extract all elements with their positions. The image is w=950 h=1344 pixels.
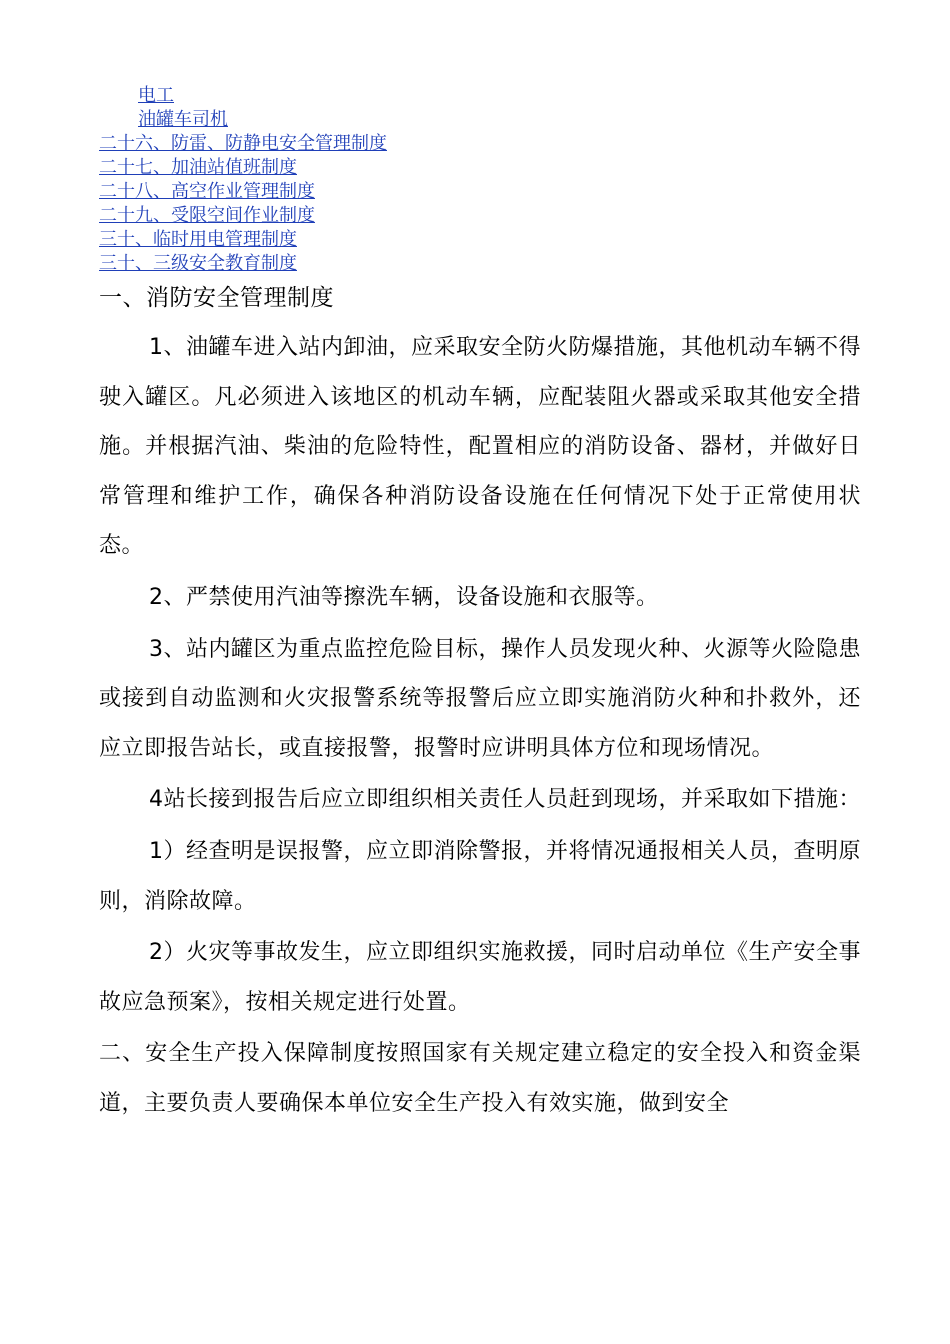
toc-link-26-lightning-static[interactable]: 二十六、防雷、防静电安全管理制度 (99, 133, 387, 154)
table-of-contents (0, 84, 950, 276)
toc-link-29-confined-space[interactable]: 二十九、受限空间作业制度 (99, 205, 315, 226)
toc-link-28-high-altitude[interactable]: 二十八、高空作业管理制度 (99, 181, 315, 202)
toc-link-tanker-driver[interactable]: 油罐车司机 (138, 109, 228, 130)
paragraph-3: 3、站内罐区为重点监控危险目标，操作人员发现火种、火源等火险隐患或接到自动监测和火灾报警系统等报警后应立即实施消防火种和扑救外，还应立即报告站长，或直接报警，报警时应讲明具体方位和现场情况。 (99, 636, 861, 761)
paragraph-2: 2、严禁使用汽油等擦洗车辆，设备设施和衣服等。 (149, 584, 659, 610)
paragraph-6: 2）火灾等事故发生，应立即组织实施救援，同时启动单位《生产安全事故应急预案》，按相关规定进行处置。 (99, 940, 861, 1015)
section-heading-fire-safety: 一、消防安全管理制度 (99, 285, 334, 311)
section-paragraph-safety-investment: 二、安全生产投入保障制度按照国家有关规定建立稳定的安全投入和资金渠道，主要负责人要确保本单位安全生产投入有效实施，做到安全 (99, 1041, 861, 1116)
paragraph-4: 4站长接到报告后应立即组织相关责任人员赶到现场，并采取如下措施： (149, 787, 861, 813)
document-body (99, 282, 861, 1129)
toc-link-27-duty[interactable]: 二十七、加油站值班制度 (99, 157, 297, 178)
paragraph-5: 1）经查明是误报警，应立即消除警报，并将情况通报相关人员，查明原则，消除故障。 (99, 838, 861, 914)
paragraph-1: 1、油罐车进入站内卸油，应采取安全防火防爆措施，其他机动车辆不得驶入罐区。凡必须进入该地区的机动车辆，应配装阻火器或采取其他安全措施。并根据汽油、柴油的危险特性，配置相应的消防设备、器材，并做好日常管理和维护工作，确保各种消防设备设施在任何情况下处于正常使用状态。 (99, 335, 861, 559)
toc-link-electrician[interactable]: 电工 (138, 85, 174, 106)
toc-link-30-temporary-power[interactable]: 三十、临时用电管理制度 (99, 229, 297, 250)
toc-link-30-safety-education[interactable]: 三十、三级安全教育制度 (99, 253, 297, 274)
